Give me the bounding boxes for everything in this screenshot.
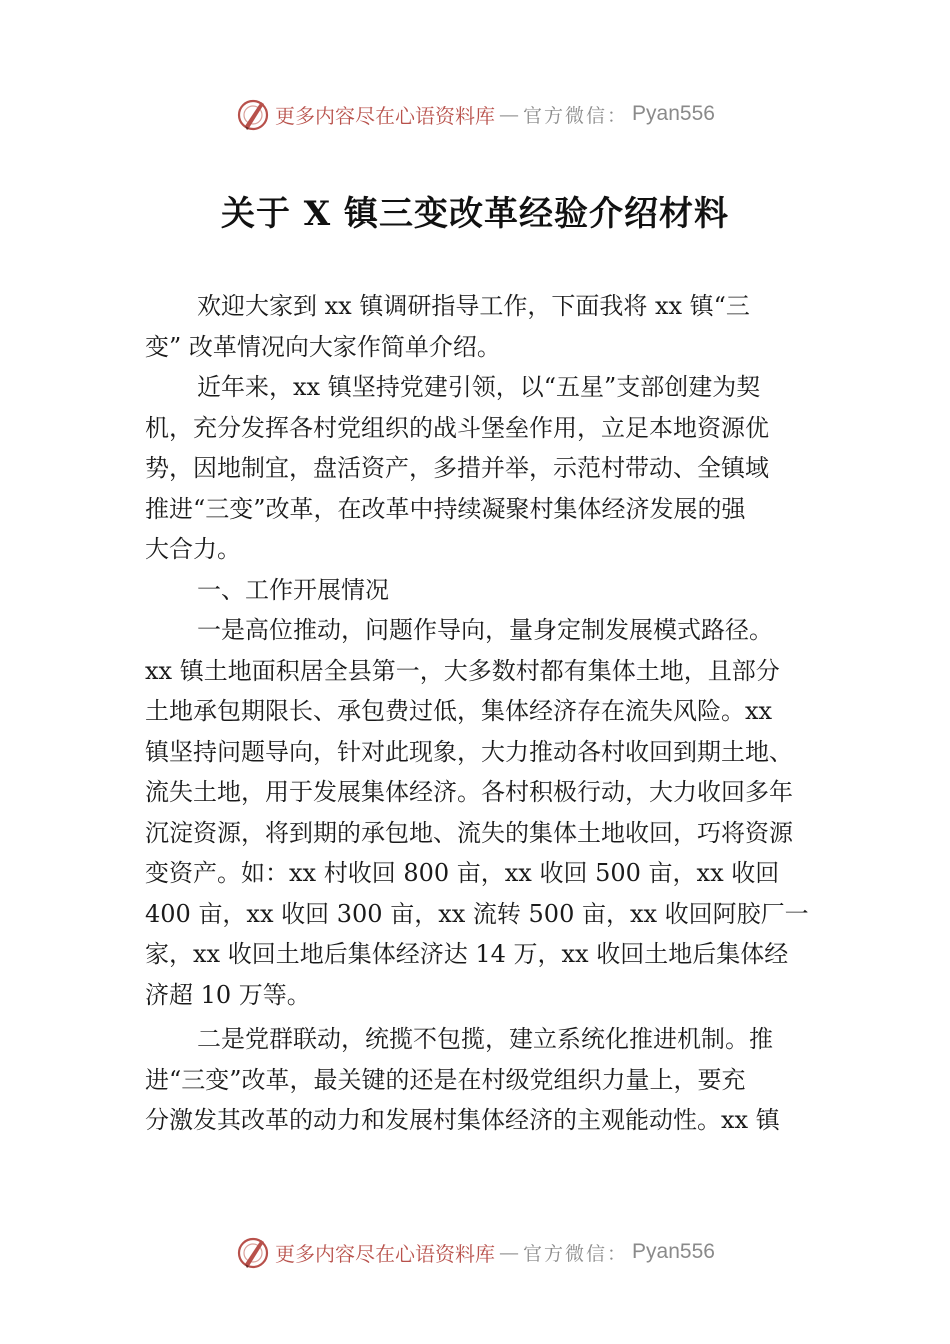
text-line: 势，因地制宜，盘活资产，多措并举，示范村带动、全镇域 xyxy=(145,454,769,482)
text-line: 镇坚持问题导向，针对此现象，大力推动各村收回到期土地、 xyxy=(145,737,793,766)
watermark-wechat-id: Pyan556 xyxy=(632,1240,715,1263)
watermark-label: 官方微信： xyxy=(523,1242,629,1265)
text-line: 变资产。如：xx 村收回 800 亩，xx 收回 500 亩，xx 收回 xyxy=(145,859,780,887)
watermark-dash: — xyxy=(499,102,520,126)
text-line: 一是高位推动，问题作导向，量身定制发展模式路径。 xyxy=(197,616,773,644)
text-line: 欢迎大家到 xx 镇调研指导工作，下面我将 xx 镇“三 xyxy=(197,292,750,320)
text-line: xx 镇土地面积居全县第一，大多数村都有集体土地，且部分 xyxy=(145,656,780,685)
section-heading: 一、工作开展情况 xyxy=(197,575,389,604)
header-watermark xyxy=(0,94,950,134)
text-line: 沉淀资源，将到期的承包地、流失的集体土地收回，巧将资源 xyxy=(145,818,793,847)
text-line: 流失土地，用于发展集体经济。各村积极行动，大力收回多年 xyxy=(145,778,793,806)
watermark-dash: — xyxy=(499,1240,520,1264)
text-line: 变” 改革情况向大家作简单介绍。 xyxy=(145,332,501,361)
text-line: 土地承包期限长、承包费过低，集体经济存在流失风险。xx xyxy=(145,697,773,725)
document-body xyxy=(145,286,817,1141)
text-line: 推进“三变”改革，在改革中持续凝聚村集体经济发展的强 xyxy=(145,494,746,523)
watermark-label: 官方微信： xyxy=(523,104,629,127)
watermark-text: 更多内容尽在心语资料库 xyxy=(275,1241,496,1266)
text-line: 大合力。 xyxy=(145,535,241,563)
text-line: 济超 10 万等。 xyxy=(145,980,311,1009)
text-line: 机，充分发挥各村党组织的战斗堡垒作用，立足本地资源优 xyxy=(145,413,769,442)
text-line: 家，xx 收回土地后集体经济达 14 万，xx 收回土地后集体经 xyxy=(145,940,789,968)
watermark-wechat-id: Pyan556 xyxy=(632,102,715,125)
text-line: 400 亩，xx 收回 300 亩，xx 流转 500 亩，xx 收回阿胶厂一 xyxy=(145,899,809,928)
footer-watermark xyxy=(0,1232,950,1272)
text-line: 进“三变”改革，最关键的还是在村级党组织力量上，要充 xyxy=(145,1065,746,1094)
document-title: 关于 X 镇三变改革经验介绍材料 xyxy=(220,194,730,234)
watermark-text: 更多内容尽在心语资料库 xyxy=(275,103,496,128)
pen-logo-icon xyxy=(235,96,271,132)
text-line: 分激发其改革的动力和发展村集体经济的主观能动性。xx 镇 xyxy=(145,1106,780,1134)
text-line: 近年来，xx 镇坚持党建引领，以“五星”支部创建为契 xyxy=(197,373,761,401)
text-line: 二是党群联动，统揽不包揽，建立系统化推进机制。推 xyxy=(197,1025,773,1053)
pen-logo-icon xyxy=(235,1234,271,1270)
